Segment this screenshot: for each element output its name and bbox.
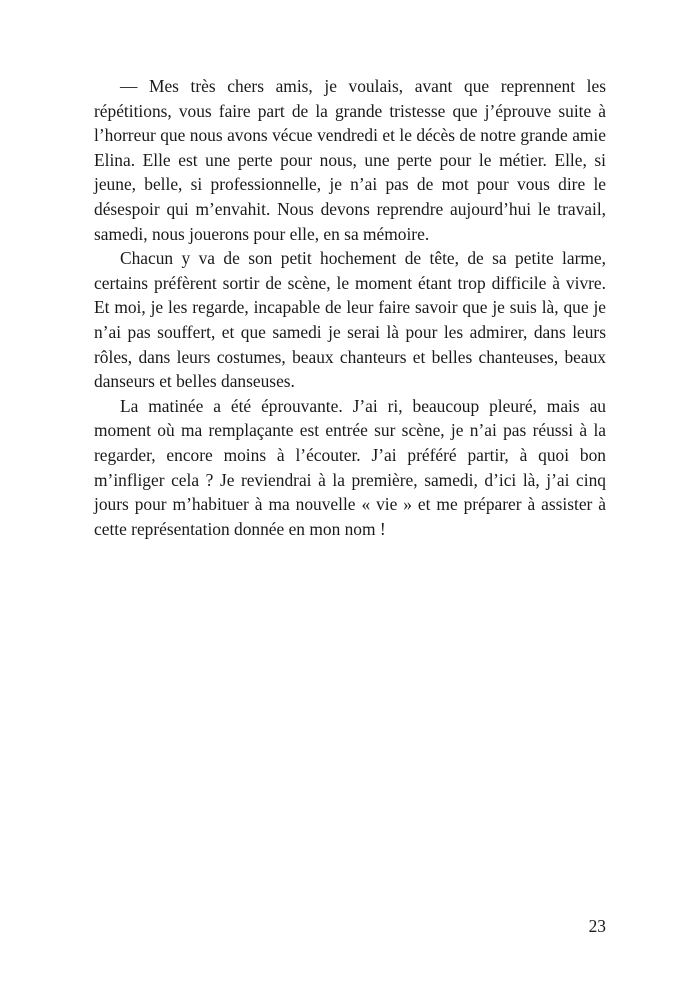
page-number: 23: [588, 916, 606, 936]
paragraph-speech: — Mes très chers amis, je voulais, avant que reprennent les répétitions, vous faire part de la grande tristesse que j’éprouve suite à l’horreur que nous avons vécue vendredi et le décès de notre grande amie Elina. Elle est une perte pour nous, une perte pour le métier. Elle, si jeune, belle, si professionnelle, je n’ai pas de mot pour vous dire le désespoir qui m’envahit. Nous devons reprendre aujourd’hui le travail, samedi, nous jouerons pour elle, en sa mémoire.: [94, 76, 606, 244]
paragraph-morning: La matinée a été éprouvante. J’ai ri, beaucoup pleuré, mais au moment où ma remplaçante est entrée sur scène, je n’ai pas réussi à la regarder, encore moins à l’écouter. J’ai préféré partir, à quoi bon m’infliger cela ? Je reviendrai à la première, samedi, d’ici là, j’ai cinq jours pour m’habituer à ma nouvelle « vie » et me préparer à assister à cette représentation donnée en mon nom !: [94, 395, 606, 539]
body-text: [94, 74, 606, 541]
paragraph-reaction: Chacun y va de son petit hochement de tête, de sa petite larme, certains préfèrent sortir de scène, le moment étant trop difficile à vivre. Et moi, je les regarde, incapable de leur faire savoir que je suis là, que je n’ai pas souffert, et que samedi je serai là pour les admirer, dans leurs rôles, dans leurs costumes, beaux chanteurs et belles chanteuses, beaux danseurs et belles danseuses.: [94, 248, 606, 392]
